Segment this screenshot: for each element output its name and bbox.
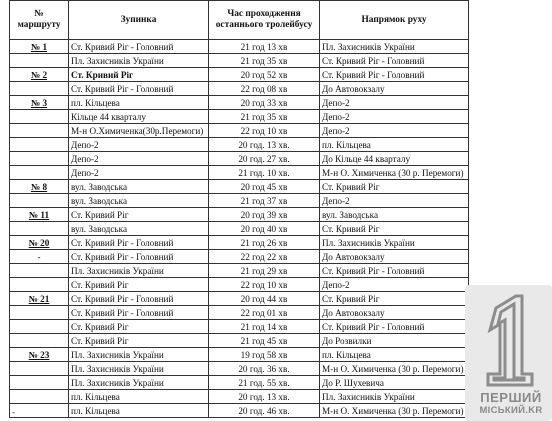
stop-cell: Пл. Захисників України: [69, 54, 209, 68]
direction-cell: М-н О. Химиченка (30 р. Перемоги): [320, 404, 469, 418]
table-row: [10, 390, 469, 404]
stop-cell: Ст. Кривий Ріг - Головний: [69, 250, 209, 264]
table-row: [10, 68, 469, 82]
time-cell: 20 год. 46 хв.: [209, 404, 320, 418]
route-cell: [10, 152, 69, 166]
table-row: [10, 222, 469, 236]
direction-cell: Ст. Кривий Ріг: [320, 180, 469, 194]
table-row: [10, 278, 469, 292]
table-row: [10, 96, 469, 110]
time-cell: 22 год 10 хв: [209, 278, 320, 292]
header-time: Час проходження останнього тролейбусу: [209, 1, 320, 40]
direction-cell: Депо-2: [320, 124, 469, 138]
stop-cell: Ст. Кривий Ріг: [69, 334, 209, 348]
route-cell: [10, 82, 69, 96]
direction-cell: Ст. Кривий Ріг: [320, 222, 469, 236]
time-cell: 21 год 35 хв: [209, 54, 320, 68]
route-cell: [10, 166, 69, 180]
table-row: [10, 306, 469, 320]
stop-cell: Ст. Кривий Ріг - Головний: [69, 82, 209, 96]
stop-cell: вул. Заводська: [69, 222, 209, 236]
direction-cell: вул. Заводська: [320, 208, 469, 222]
stop-cell: Депо-2: [69, 166, 209, 180]
time-cell: 20 год. 36 хв.: [209, 362, 320, 376]
direction-cell: Депо-2: [320, 110, 469, 124]
table-body: [10, 40, 469, 418]
table-row: [10, 208, 469, 222]
table-header-row: [10, 1, 469, 40]
header-route: № маршруту: [10, 1, 69, 40]
route-cell: [10, 54, 69, 68]
stop-cell: Пл. Захисників України: [69, 362, 209, 376]
direction-cell: Депо-2: [320, 96, 469, 110]
header-direction: Напрямок руху: [320, 1, 469, 40]
time-cell: 21 год 13 хв: [209, 40, 320, 54]
route-cell: № 21: [10, 292, 69, 306]
direction-cell: пл. Кільцева: [320, 348, 469, 362]
time-cell: 20 год. 13 хв.: [209, 390, 320, 404]
direction-cell: М-н О. Химиченка (30 р. Перемоги): [320, 166, 469, 180]
stop-cell: Ст. Кривий Ріг - Головний: [69, 40, 209, 54]
time-cell: 21 год 37 хв: [209, 194, 320, 208]
stop-cell: Ст. Кривий Ріг - Головний: [69, 292, 209, 306]
direction-cell: До Р. Шухевича: [320, 376, 469, 390]
stop-cell: Ст. Кривий Ріг - Головний: [69, 306, 209, 320]
time-cell: 20 год 40 хв: [209, 222, 320, 236]
route-cell: [10, 222, 69, 236]
direction-cell: До Розвилки: [320, 334, 469, 348]
stop-cell: Депо-2: [69, 152, 209, 166]
stop-cell: Ст. Кривий Ріг - Головний: [69, 236, 209, 250]
stop-cell: пл. Кільцева: [69, 96, 209, 110]
direction-cell: Пл. Захисників України: [320, 40, 469, 54]
table-row: [10, 236, 469, 250]
direction-cell: До Автовокзалу: [320, 250, 469, 264]
time-cell: 21 год 26 хв: [209, 236, 320, 250]
time-cell: 22 год 01 хв: [209, 306, 320, 320]
route-cell: [10, 306, 69, 320]
table-row: [10, 292, 469, 306]
time-cell: 20 год. 27 хв.: [209, 152, 320, 166]
direction-cell: До Автовокзалу: [320, 82, 469, 96]
direction-cell: До Кільце 44 кварталу: [320, 152, 469, 166]
direction-cell: М-н О. Химиченка (30 р. Перемоги): [320, 362, 469, 376]
direction-cell: Пл. Захисників України: [320, 390, 469, 404]
stop-cell: Ст. Кривий Ріг: [69, 278, 209, 292]
table-row: [10, 334, 469, 348]
direction-cell: Депо-2: [320, 194, 469, 208]
time-cell: 21 год 29 хв: [209, 264, 320, 278]
time-cell: 20 год 33 хв: [209, 96, 320, 110]
stop-cell: Ст. Кривий Ріг: [69, 68, 209, 82]
time-cell: 21 год 45 хв: [209, 334, 320, 348]
table-row: [10, 138, 469, 152]
route-cell: [10, 390, 69, 404]
route-cell: [10, 334, 69, 348]
logo-text-miskyi: МІСЬКИЙ.KR: [479, 405, 543, 416]
logo-text-pershyi: ПЕРШИЙ: [480, 390, 542, 405]
table-row: [10, 376, 469, 390]
table-row: [10, 180, 469, 194]
footnote-dash: -: [12, 407, 15, 417]
time-cell: 21 год. 10 хв.: [209, 166, 320, 180]
table-row: [10, 166, 469, 180]
time-cell: 22 год 08 хв: [209, 82, 320, 96]
time-cell: 20 год. 13 хв.: [209, 138, 320, 152]
direction-cell: Ст. Кривий Ріг - Головний: [320, 320, 469, 334]
route-cell: № 3: [10, 96, 69, 110]
direction-cell: пл. Кільцева: [320, 138, 469, 152]
table-row: [10, 110, 469, 124]
route-cell: [10, 278, 69, 292]
stop-cell: Пл. Захисників України: [69, 376, 209, 390]
route-cell: [10, 404, 69, 418]
table-row: [10, 54, 469, 68]
route-cell: [10, 264, 69, 278]
stop-cell: Пл. Захисників України: [69, 348, 209, 362]
table-row: [10, 348, 469, 362]
route-cell: [10, 124, 69, 138]
stop-cell: вул. Заводська: [69, 194, 209, 208]
table-row: [10, 362, 469, 376]
direction-cell: Ст. Кривий Ріг - Головний: [320, 54, 469, 68]
schedule-table: [9, 0, 469, 418]
direction-cell: Ст. Кривий Ріг: [320, 292, 469, 306]
stop-cell: Ст. Кривий Ріг: [69, 320, 209, 334]
route-cell: [10, 110, 69, 124]
stop-cell: вул. Заводська: [69, 180, 209, 194]
stop-cell: пл. Кільцева: [69, 404, 209, 418]
time-cell: 20 год 52 хв: [209, 68, 320, 82]
time-cell: 21 год 35 хв: [209, 110, 320, 124]
table-row: [10, 264, 469, 278]
route-cell: [10, 320, 69, 334]
table-row: [10, 124, 469, 138]
time-cell: 19 год 58 хв: [209, 348, 320, 362]
direction-cell: До Автовокзалу: [320, 306, 469, 320]
table-row: [10, 82, 469, 96]
direction-cell: Пл. Захисників України: [320, 236, 469, 250]
time-cell: 20 год 39 хв: [209, 208, 320, 222]
direction-cell: Ст. Кривий Ріг - Головний: [320, 264, 469, 278]
route-cell: № 8: [10, 180, 69, 194]
route-cell: [10, 138, 69, 152]
table-row: [10, 404, 469, 418]
table-row: [10, 152, 469, 166]
table-row: [10, 194, 469, 208]
route-cell: -: [10, 250, 69, 264]
route-cell: № 23: [10, 348, 69, 362]
table-row: [10, 250, 469, 264]
stop-cell: пл. Кільцева: [69, 390, 209, 404]
stop-cell: Ст. Кривий Ріг: [69, 208, 209, 222]
stop-cell: Пл. Захисників України: [69, 264, 209, 278]
route-cell: № 1: [10, 40, 69, 54]
logo-digit-one-icon: [474, 290, 544, 390]
direction-cell: Депо-2: [320, 278, 469, 292]
route-cell: № 2: [10, 68, 69, 82]
time-cell: 21 год 14 хв: [209, 320, 320, 334]
route-cell: [10, 362, 69, 376]
table-row: [10, 320, 469, 334]
stop-cell: М-н О.Химиченка(30р.Перемоги): [69, 124, 209, 138]
stop-cell: Кільце 44 кварталу: [69, 110, 209, 124]
time-cell: 22 год 22 хв: [209, 250, 320, 264]
stop-cell: Депо-2: [69, 138, 209, 152]
route-cell: № 20: [10, 236, 69, 250]
time-cell: 20 год 44 хв: [209, 292, 320, 306]
time-cell: 21 год. 55 хв.: [209, 376, 320, 390]
route-cell: [10, 194, 69, 208]
time-cell: 22 год 10 хв: [209, 124, 320, 138]
direction-cell: Ст. Кривий Ріг - Головний: [320, 68, 469, 82]
route-cell: № 11: [10, 208, 69, 222]
route-cell: [10, 376, 69, 390]
header-stop: Зупинка: [69, 1, 209, 40]
time-cell: 20 год 45 хв: [209, 180, 320, 194]
table-row: [10, 40, 469, 54]
